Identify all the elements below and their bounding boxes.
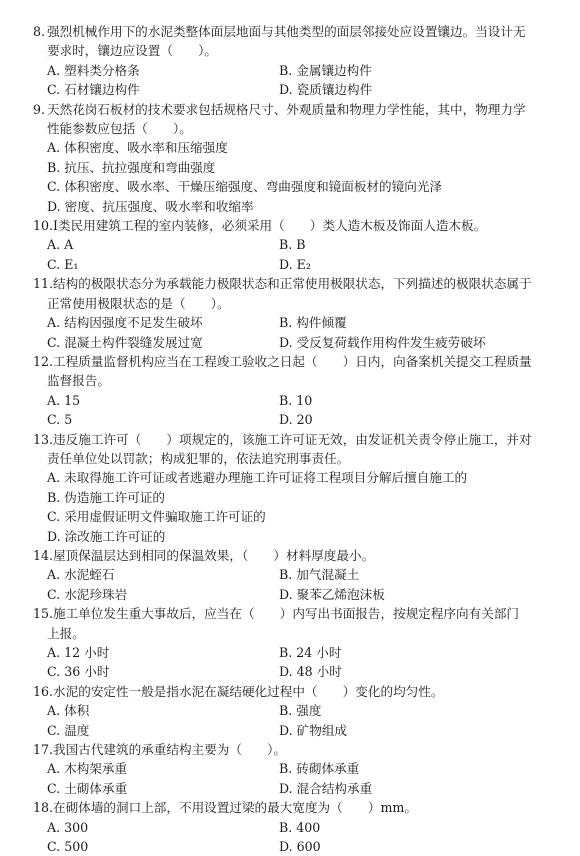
answer-option-a[interactable]: A. 300 (47, 819, 89, 835)
question-stem (33, 740, 554, 759)
answer-option-d[interactable]: D. E₂ (279, 256, 311, 272)
question-text-continued: 责任单位处以罚款；构成犯罪的，依法追究刑事责任。 (47, 450, 350, 466)
question-text-continued: 要求时，镶边应设置（ ）。 (47, 43, 218, 59)
answer-option-d[interactable]: D. 密度、抗压强度、吸水率和收缩率 (47, 198, 254, 214)
answer-option-c[interactable]: C. 5 (47, 412, 73, 428)
answer-option-b[interactable]: B. 抗压、抗拉强度和弯曲强度 (47, 159, 216, 175)
answer-options (33, 313, 554, 352)
question-17 (33, 740, 554, 798)
answer-option-a[interactable]: A. 体积密度、吸水率和压缩强度 (47, 140, 228, 156)
answer-option-a[interactable]: A. 未取得施工许可证或者逃避办理施工许可证将工程项目分解后擅自施工的 (47, 470, 468, 486)
question-stem (33, 430, 554, 469)
answer-option-a[interactable]: A. 结构因强度不足发生破坏 (47, 315, 203, 331)
question-13 (33, 430, 554, 546)
question-stem (33, 216, 554, 235)
question-stem (33, 682, 554, 701)
answer-option-b[interactable]: B. 400 (279, 819, 321, 835)
answer-option-c[interactable]: C. 水泥珍珠岩 (47, 586, 128, 602)
question-number: 17. (33, 742, 54, 758)
question-number: 14. (33, 547, 54, 563)
answer-option-c[interactable]: C. 温度 (47, 722, 90, 738)
question-9 (33, 100, 554, 216)
answer-option-d[interactable]: D. 聚苯乙烯泡沫板 (279, 586, 385, 602)
question-text: Ⅰ类民用建筑工程的室内装修，必须采用（ ）类人造木板及饰面人造木板。 (53, 218, 487, 234)
question-stem (33, 546, 554, 565)
question-text: 结构的极限状态分为承载能力极限状态和正常使用极限状态，下列描述的极限状态属于 (53, 276, 532, 292)
answer-option-b[interactable]: B. 24 小时 (279, 645, 342, 660)
answer-options (33, 235, 554, 274)
question-text: 工程质量监督机构应当在工程竣工验收之日起（ ）日内，向备案机关提交工程质量 (53, 353, 532, 369)
answer-options (33, 391, 554, 430)
answer-option-a[interactable]: A. A (47, 237, 74, 253)
answer-option-d[interactable]: D. 48 小时 (279, 664, 342, 680)
question-15 (33, 604, 554, 682)
answer-option-d[interactable]: D. 600 (279, 839, 321, 855)
answer-options (33, 565, 554, 604)
answer-options (33, 818, 554, 856)
question-12 (33, 352, 554, 430)
question-text: 违反施工许可（ ）项规定的，该施工许可证无效，由发证机关责令停止施工，并对 (53, 431, 532, 447)
answer-option-c[interactable]: C. 混凝土构件裂缝发展过宽 (47, 334, 203, 350)
question-text-continued: 上报。 (47, 625, 85, 641)
question-text: 水泥的安定性一般是指水泥在凝结硬化过程中（ ）变化的均匀性。 (53, 683, 444, 699)
answer-option-b[interactable]: B. 加气混凝土 (279, 567, 360, 583)
question-number: 8. (33, 24, 46, 39)
question-text-continued: 正常使用极限状态的是（ ）。 (47, 295, 230, 311)
answer-options (33, 759, 554, 798)
answer-option-b[interactable]: B. B (279, 237, 306, 253)
answer-options (33, 61, 554, 100)
question-number: 15. (33, 606, 54, 622)
question-16 (33, 682, 554, 740)
answer-options (33, 701, 554, 740)
answer-option-c[interactable]: C. 36 小时 (47, 664, 110, 680)
answer-option-b[interactable]: B. 砖砌体承重 (279, 761, 360, 777)
answer-option-b[interactable]: B. 强度 (279, 703, 322, 719)
question-text-continued: 监督报告。 (47, 373, 110, 389)
answer-option-a[interactable]: A. 体积 (47, 703, 90, 719)
answer-option-c[interactable]: C. 500 (47, 839, 89, 855)
question-text: 施工单位发生重大事故后，应当在（ ）内写出书面报告，按规定程序向有关部门 (53, 606, 519, 622)
question-10 (33, 216, 554, 274)
question-11 (33, 274, 554, 352)
answer-option-d[interactable]: D. 20 (279, 412, 313, 428)
question-number: 9. (33, 101, 46, 117)
question-stem (33, 274, 554, 313)
question-number: 16. (33, 683, 54, 699)
answer-options (33, 468, 554, 546)
answer-option-d[interactable]: D. 混合结构承重 (279, 780, 373, 796)
question-18 (33, 798, 554, 856)
answer-option-a[interactable]: A. 木构架承重 (47, 761, 128, 777)
answer-option-c[interactable]: C. 采用虚假证明文件骗取施工许可证的 (47, 509, 266, 525)
question-number: 12. (33, 353, 54, 369)
question-text: 强烈机械作用下的水泥类整体面层地面与其他类型的面层邻接处应设置镶边。当设计无 (47, 24, 526, 39)
answer-option-c[interactable]: C. 石材镶边构件 (47, 82, 140, 98)
question-text-continued: 性能参数应包括（ ）。 (47, 121, 192, 137)
question-text: 天然花岗石板材的技术要求包括规格尺寸、外观质量和物理力学性能，其中，物理力学 (47, 101, 526, 117)
question-text: 我国古代建筑的承重结构主要为（ ）。 (53, 742, 287, 758)
question-number: 18. (33, 800, 54, 816)
answer-option-a[interactable]: A. 水泥蛭石 (47, 567, 115, 583)
answer-option-b[interactable]: B. 伪造施工许可证的 (47, 489, 166, 505)
answer-option-d[interactable]: D. 受反复荷载作用构件发生疲劳破坏 (279, 334, 486, 350)
question-stem (33, 352, 554, 391)
question-text: 在砌体墙的洞口上部，不用设置过梁的最大宽度为（ ）mm。 (53, 800, 417, 816)
answer-option-d[interactable]: D. 涂改施工许可证的 (47, 528, 166, 544)
question-stem (33, 798, 554, 817)
question-number: 13. (33, 431, 54, 447)
answer-option-b[interactable]: B. 10 (279, 392, 313, 408)
question-stem (33, 100, 554, 139)
answer-option-c[interactable]: C. 土砌体承重 (47, 780, 128, 796)
answer-option-d[interactable]: D. 矿物组成 (279, 722, 348, 738)
question-number: 11. (33, 276, 54, 292)
question-8 (33, 22, 554, 100)
question-stem (33, 604, 554, 643)
answer-option-a[interactable]: A. 12 小时 (47, 645, 110, 660)
question-stem (33, 22, 554, 61)
answer-option-a[interactable]: A. 塑料类分格条 (47, 62, 140, 78)
answer-options (33, 138, 554, 216)
question-text: 屋顶保温层达到相同的保温效果，（ ）材料厚度最小。 (53, 547, 375, 563)
question-14 (33, 546, 554, 604)
answer-option-b[interactable]: B. 金属镶边构件 (279, 62, 372, 78)
answer-options (33, 643, 554, 682)
answer-option-a[interactable]: A. 15 (47, 392, 81, 408)
answer-option-c[interactable]: C. E₁ (47, 256, 79, 272)
question-number: 10. (33, 218, 54, 234)
answer-option-b[interactable]: B. 构件倾覆 (279, 315, 347, 331)
answer-option-c[interactable]: C. 体积密度、吸水率、干燥压缩强度、弯曲强度和镜面板材的镜向光泽 (47, 179, 443, 195)
answer-option-d[interactable]: D. 瓷质镶边构件 (279, 82, 373, 98)
